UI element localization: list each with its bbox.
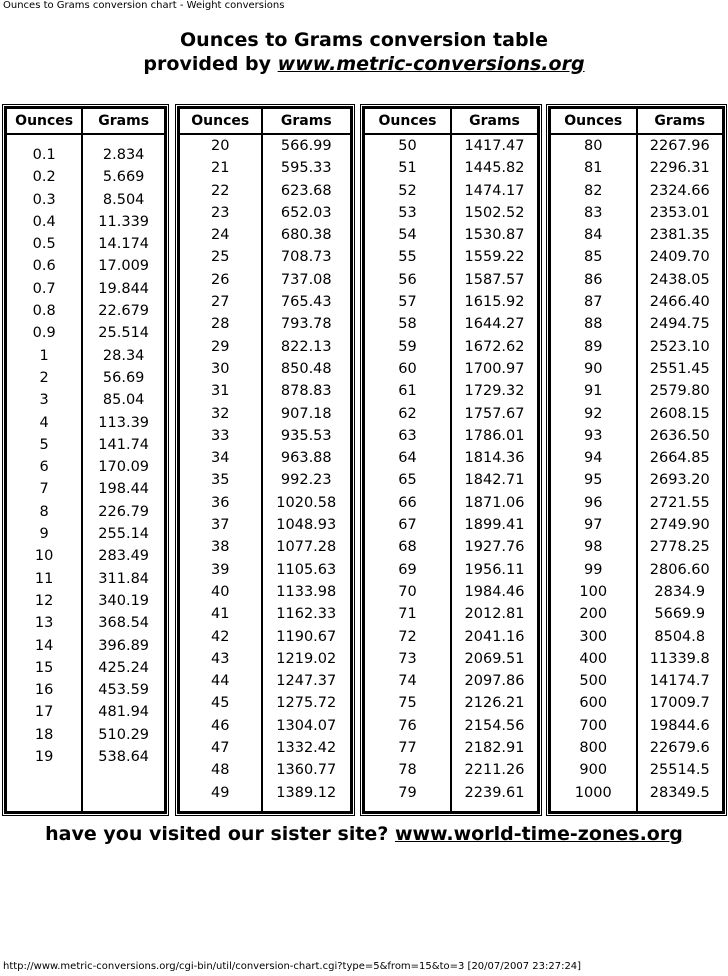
- table-cell: 2721.55: [649, 494, 710, 511]
- grams-column: [82, 134, 165, 812]
- table-cell: 170.09: [98, 459, 150, 476]
- table-cell: 11: [34, 570, 54, 587]
- table-cell: 340.19: [98, 592, 150, 609]
- table-cell: 7: [39, 481, 49, 498]
- table-cell: 100: [579, 583, 608, 600]
- table-cell: 1162.33: [276, 606, 337, 623]
- table-cell: 737.08: [280, 271, 332, 288]
- table-cell: 37: [211, 517, 230, 534]
- table-cell: 19844.6: [649, 717, 710, 734]
- table-cell: 1615.92: [464, 294, 525, 311]
- table-cell: 4: [39, 414, 49, 431]
- table-cell: 0.3: [32, 191, 56, 208]
- table-cell: 1445.82: [464, 160, 525, 177]
- sister-prefix: have you visited our sister site?: [45, 823, 395, 845]
- table-cell: 19: [34, 749, 54, 766]
- table-cell: 2267.96: [649, 138, 710, 154]
- table-cell: 25: [211, 249, 230, 266]
- table-cell: 42: [211, 628, 230, 645]
- table-cell: 1048.93: [276, 517, 337, 534]
- table-cell: 2693.20: [649, 472, 710, 489]
- conversion-table: [5, 107, 166, 813]
- table-cell: 25514.5: [649, 762, 710, 779]
- table-cell: 680.38: [280, 227, 332, 244]
- table-cell: 54: [398, 227, 417, 244]
- table-cell: 24: [211, 227, 230, 244]
- table-cell: 52: [398, 182, 417, 199]
- table-cell: 2211.26: [464, 762, 525, 779]
- table-cell: 1417.47: [464, 138, 525, 154]
- table-cell: 45: [211, 695, 230, 712]
- table-cell: 36: [211, 494, 230, 511]
- table-cell: 1133.98: [276, 583, 337, 600]
- table-cell: 72: [398, 628, 417, 645]
- table-cell: 708.73: [280, 249, 332, 266]
- table-cell: 2: [39, 369, 49, 386]
- table-cell: 793.78: [280, 316, 332, 333]
- table-cell: 56.69: [102, 369, 145, 386]
- table-cell: 67: [398, 517, 417, 534]
- table-cell: 23: [211, 204, 230, 221]
- table-cell: 28: [211, 316, 230, 333]
- table-cell: 453.59: [98, 682, 150, 699]
- table-cell: 400: [579, 650, 608, 667]
- table-cell: 1502.52: [464, 204, 525, 221]
- table-cell: 2608.15: [649, 405, 710, 422]
- table-cell: 90: [584, 360, 603, 377]
- ounces-header: Ounces: [6, 108, 82, 134]
- table-cell: 2523.10: [649, 338, 710, 355]
- table-cell: 368.54: [98, 615, 150, 632]
- table-cell: 49: [211, 784, 230, 801]
- table-cell: 425.24: [98, 659, 150, 676]
- ounces-column: [179, 134, 262, 812]
- table-cell: 46: [211, 717, 230, 734]
- grams-column: [262, 134, 351, 812]
- table-cell: 200: [579, 606, 608, 623]
- table-cell: 1000: [574, 784, 612, 801]
- table-cell: 66: [398, 494, 417, 511]
- table-cell: 900: [579, 762, 608, 779]
- conversion-panel-2: [175, 104, 355, 816]
- table-cell: 0.2: [32, 169, 56, 186]
- table-cell: 41: [211, 606, 230, 623]
- table-cell: 623.68: [280, 182, 332, 199]
- grams-header: Grams: [451, 108, 538, 134]
- table-cell: 2381.35: [649, 227, 710, 244]
- table-cell: 58: [398, 316, 417, 333]
- table-cell: 907.18: [280, 405, 332, 422]
- table-cell: 99: [584, 561, 603, 578]
- table-cell: 1871.06: [464, 494, 525, 511]
- conversion-panel-1: [2, 104, 169, 816]
- table-cell: 2069.51: [464, 650, 525, 667]
- table-cell: 98: [584, 539, 603, 556]
- table-cell: 226.79: [98, 503, 150, 520]
- table-cell: 22679.6: [649, 740, 710, 757]
- table-cell: 20: [211, 138, 230, 154]
- table-cell: 0.8: [32, 303, 56, 320]
- table-cell: 283.49: [98, 548, 150, 565]
- table-cell: 963.88: [280, 450, 332, 467]
- table-cell: 61: [398, 383, 417, 400]
- table-cell: 17.009: [98, 258, 150, 275]
- table-cell: 80: [584, 138, 603, 154]
- table-cell: 38: [211, 539, 230, 556]
- conversion-table: [178, 107, 352, 813]
- table-cell: 878.83: [280, 383, 332, 400]
- table-cell: 1700.97: [464, 360, 525, 377]
- table-cell: 1332.42: [276, 740, 337, 757]
- table-cell: 2097.86: [464, 673, 525, 690]
- table-cell: 255.14: [98, 526, 150, 543]
- table-cell: 35: [211, 472, 230, 489]
- table-cell: 57: [398, 294, 417, 311]
- table-cell: 19.844: [98, 280, 150, 297]
- table-cell: 113.39: [98, 414, 150, 431]
- table-cell: 47: [211, 740, 230, 757]
- table-cell: 43: [211, 650, 230, 667]
- table-cell: 1644.27: [464, 316, 525, 333]
- table-cell: 81: [584, 160, 603, 177]
- table-cell: 1275.72: [276, 695, 337, 712]
- table-cell: 0.5: [32, 236, 56, 253]
- table-cell: 63: [398, 427, 417, 444]
- table-cell: 8.504: [102, 191, 145, 208]
- table-cell: 1757.67: [464, 405, 525, 422]
- table-cell: 510.29: [98, 726, 150, 743]
- table-cell: 14.174: [98, 236, 150, 253]
- conversion-table: [549, 107, 724, 813]
- table-cell: 2636.50: [649, 427, 710, 444]
- table-cell: 30: [211, 360, 230, 377]
- table-cell: 10: [34, 548, 54, 565]
- table-cell: 14174.7: [649, 673, 710, 690]
- page-title: [0, 28, 728, 76]
- table-cell: 311.84: [98, 570, 150, 587]
- table-cell: 11.339: [98, 213, 150, 230]
- table-cell: 2778.25: [649, 539, 710, 556]
- table-cell: 5: [39, 436, 49, 453]
- table-cell: 1899.41: [464, 517, 525, 534]
- grams-column: [451, 134, 538, 812]
- grams-header: Grams: [262, 108, 351, 134]
- table-cell: 44: [211, 673, 230, 690]
- title-line-2: [0, 52, 728, 76]
- table-cell: 6: [39, 459, 49, 476]
- table-cell: 8504.8: [654, 628, 706, 645]
- table-cell: 595.33: [280, 160, 332, 177]
- table-cell: 84: [584, 227, 603, 244]
- table-cell: 1729.32: [464, 383, 525, 400]
- table-cell: 28349.5: [649, 784, 710, 801]
- table-cell: 89: [584, 338, 603, 355]
- table-cell: 83: [584, 204, 603, 221]
- table-cell: 2466.40: [649, 294, 710, 311]
- table-cell: 300: [579, 628, 608, 645]
- table-cell: 56: [398, 271, 417, 288]
- table-cell: 2353.01: [649, 204, 710, 221]
- table-cell: 25.514: [98, 325, 150, 342]
- table-cell: 62: [398, 405, 417, 422]
- grams-column: [637, 134, 724, 812]
- table-cell: 59: [398, 338, 417, 355]
- table-cell: 53: [398, 204, 417, 221]
- table-cell: 70: [398, 583, 417, 600]
- grams-header: Grams: [637, 108, 724, 134]
- table-cell: 1587.57: [464, 271, 525, 288]
- conversion-panel-4: [546, 104, 727, 816]
- table-cell: 85: [584, 249, 603, 266]
- table-cell: 1474.17: [464, 182, 525, 199]
- table-cell: 1020.58: [276, 494, 337, 511]
- table-cell: 538.64: [98, 749, 150, 766]
- table-cell: 32: [211, 405, 230, 422]
- table-cell: 21: [211, 160, 230, 177]
- table-cell: 0.9: [32, 325, 56, 342]
- table-cell: 13: [34, 615, 54, 632]
- table-cell: 33: [211, 427, 230, 444]
- table-cell: 2664.85: [649, 450, 710, 467]
- table-cell: 600: [579, 695, 608, 712]
- table-cell: 2806.60: [649, 561, 710, 578]
- table-cell: 1530.87: [464, 227, 525, 244]
- table-cell: 2494.75: [649, 316, 710, 333]
- table-cell: 14: [34, 637, 54, 654]
- table-cell: 91: [584, 383, 603, 400]
- table-cell: 566.99: [280, 138, 332, 154]
- table-cell: 74: [398, 673, 417, 690]
- table-cell: 15: [34, 659, 54, 676]
- table-cell: 2.834: [102, 147, 145, 163]
- ounces-column: [6, 134, 82, 812]
- table-cell: 1559.22: [464, 249, 525, 266]
- table-cell: 2438.05: [649, 271, 710, 288]
- conversion-table: [363, 107, 539, 813]
- table-cell: 1956.11: [464, 561, 525, 578]
- table-cell: 0.6: [32, 258, 56, 275]
- table-cell: 5.669: [102, 169, 145, 186]
- table-cell: 765.43: [280, 294, 332, 311]
- table-cell: 1304.07: [276, 717, 337, 734]
- table-cell: 2579.80: [649, 383, 710, 400]
- table-cell: 198.44: [98, 481, 150, 498]
- world-time-zones-link[interactable]: www.world-time-zones.org: [394, 823, 683, 845]
- table-cell: 2551.45: [649, 360, 710, 377]
- title-prefix: provided by: [143, 53, 278, 75]
- table-cell: 141.74: [98, 436, 150, 453]
- table-cell: 50: [398, 138, 417, 154]
- table-cell: 69: [398, 561, 417, 578]
- table-cell: 2041.16: [464, 628, 525, 645]
- table-cell: 40: [211, 583, 230, 600]
- table-cell: 78: [398, 762, 417, 779]
- table-cell: 3: [39, 392, 49, 409]
- grams-header: Grams: [82, 108, 165, 134]
- table-cell: 700: [579, 717, 608, 734]
- conversion-panel-3: [360, 104, 542, 816]
- table-cell: 2749.90: [649, 517, 710, 534]
- table-cell: 1105.63: [276, 561, 337, 578]
- table-cell: 1842.71: [464, 472, 525, 489]
- table-cell: 0.7: [32, 280, 56, 297]
- table-cell: 2154.56: [464, 717, 525, 734]
- table-cell: 9: [39, 526, 49, 543]
- table-cell: 18: [34, 726, 54, 743]
- table-cell: 22.679: [98, 303, 150, 320]
- table-cell: 16: [34, 682, 54, 699]
- page-footer-url: http://www.metric-conversions.org/cgi-bin/util/conversion-chart.cgi?type=5&from=15&to=3 [20/07/2007 23:27:24]: [3, 961, 582, 972]
- table-cell: 31: [211, 383, 230, 400]
- table-cell: 76: [398, 717, 417, 734]
- page-header: Ounces to Grams conversion chart - Weight conversions: [3, 0, 285, 11]
- table-cell: 850.48: [280, 360, 332, 377]
- table-cell: 60: [398, 360, 417, 377]
- table-cell: 0.4: [32, 213, 56, 230]
- table-cell: 2324.66: [649, 182, 710, 199]
- table-cell: 55: [398, 249, 417, 266]
- metric-conversions-link[interactable]: www.metric-conversions.org: [277, 53, 585, 75]
- table-cell: 94: [584, 450, 603, 467]
- table-cell: 79: [398, 784, 417, 801]
- table-cell: 64: [398, 450, 417, 467]
- table-cell: 97: [584, 517, 603, 534]
- table-cell: 88: [584, 316, 603, 333]
- table-cell: 2409.70: [649, 249, 710, 266]
- table-cell: 1: [39, 347, 49, 364]
- table-cell: 27: [211, 294, 230, 311]
- table-cell: 5669.9: [654, 606, 706, 623]
- table-cell: 1984.46: [464, 583, 525, 600]
- table-cell: 500: [579, 673, 608, 690]
- table-cell: 2834.9: [654, 583, 706, 600]
- table-cell: 48: [211, 762, 230, 779]
- table-cell: 28.34: [102, 347, 145, 364]
- table-cell: 1219.02: [276, 650, 337, 667]
- ounces-header: Ounces: [364, 108, 451, 134]
- table-cell: 87: [584, 294, 603, 311]
- ounces-header: Ounces: [550, 108, 637, 134]
- table-cell: 92: [584, 405, 603, 422]
- table-cell: 75: [398, 695, 417, 712]
- table-cell: 8: [39, 503, 49, 520]
- ounces-column: [364, 134, 451, 812]
- table-cell: 2126.21: [464, 695, 525, 712]
- table-cell: 12: [34, 592, 54, 609]
- sister-site-line: [0, 822, 728, 846]
- title-line-1: Ounces to Grams conversion table: [180, 29, 548, 51]
- table-cell: 17009.7: [649, 695, 710, 712]
- table-cell: 82: [584, 182, 603, 199]
- table-cell: 1190.67: [276, 628, 337, 645]
- table-cell: 65: [398, 472, 417, 489]
- table-cell: 935.53: [280, 427, 332, 444]
- table-cell: 822.13: [280, 338, 332, 355]
- table-cell: 1672.62: [464, 338, 525, 355]
- table-cell: 992.23: [280, 472, 332, 489]
- table-cell: 2239.61: [464, 784, 525, 801]
- table-cell: 93: [584, 427, 603, 444]
- table-cell: 1814.36: [464, 450, 525, 467]
- table-cell: 1927.76: [464, 539, 525, 556]
- table-cell: 71: [398, 606, 417, 623]
- table-cell: 2296.31: [649, 160, 710, 177]
- table-cell: 2182.91: [464, 740, 525, 757]
- table-cell: 396.89: [98, 637, 150, 654]
- table-cell: 85.04: [102, 392, 145, 409]
- table-cell: 73: [398, 650, 417, 667]
- table-cell: 11339.8: [649, 650, 710, 667]
- table-cell: 22: [211, 182, 230, 199]
- table-cell: 34: [211, 450, 230, 467]
- table-cell: 1786.01: [464, 427, 525, 444]
- table-cell: 1360.77: [276, 762, 337, 779]
- table-cell: 86: [584, 271, 603, 288]
- table-cell: 1389.12: [276, 784, 337, 801]
- table-cell: 26: [211, 271, 230, 288]
- table-cell: 2012.81: [464, 606, 525, 623]
- table-cell: 1247.37: [276, 673, 337, 690]
- table-cell: 95: [584, 472, 603, 489]
- table-cell: 39: [211, 561, 230, 578]
- table-cell: 51: [398, 160, 417, 177]
- table-cell: 77: [398, 740, 417, 757]
- table-cell: 29: [211, 338, 230, 355]
- ounces-column: [550, 134, 637, 812]
- table-cell: 1077.28: [276, 539, 337, 556]
- table-cell: 652.03: [280, 204, 332, 221]
- table-cell: 96: [584, 494, 603, 511]
- table-cell: 800: [579, 740, 608, 757]
- ounces-header: Ounces: [179, 108, 262, 134]
- table-cell: 0.1: [32, 147, 56, 163]
- table-cell: 17: [34, 704, 54, 721]
- table-cell: 481.94: [98, 704, 150, 721]
- table-cell: 68: [398, 539, 417, 556]
